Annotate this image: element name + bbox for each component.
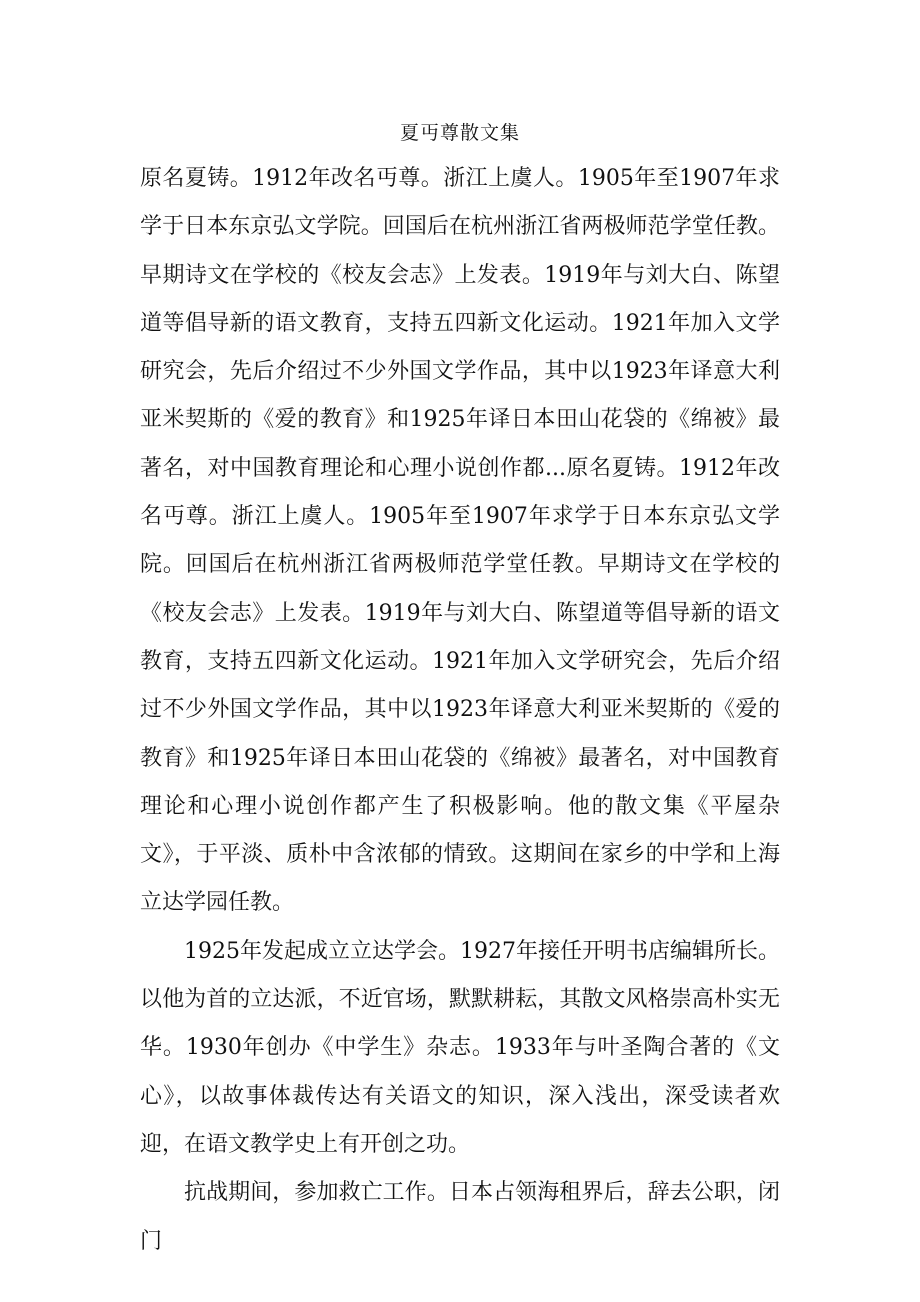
paragraph-intro: 原名夏铸。1912年改名丏尊。浙江上虞人。1905年至1907年求学于日本东京弘文学院。回国后在杭州浙江省两极师范学堂任教。早期诗文在学校的《校友会志》上发表。1919年与刘大白、陈望道等倡导新的语文教育，支持五四新文化运动。1921年加入文学研究会，先后介绍过不少外国文学作品，其中以1923年译意大利亚米契斯的《爱的教育》和1925年译日本田山花袋的《绵被》最著名，对中国教育理论和心理小说创作都...原名夏铸。1912年改名丏尊。浙江上虞人。1905年至1907年求学于日本东京弘文学院。回国后在杭州浙江省两极师范学堂任教。早期诗文在学校的《校友会志》上发表。1919年与刘大白、陈望道等倡导新的语文教育，支持五四新文化运动。1921年加入文学研究会，先后介绍过不少外国文学作品，其中以1923年译意大利亚米契斯的《爱的教育》和1925年译日本田山花袋的《绵被》最著名，对中国教育理论和心理小说创作都产生了积极影响。他的散文集《平屋杂文》，于平淡、质朴中含浓郁的情致。这期间在家乡的中学和上海立达学园任教。 xyxy=(140,166,780,916)
document-body xyxy=(140,155,780,1266)
paragraph-wartime: 抗战期间，参加救亡工作。日本占领海租界后，辞去公职，闭门 xyxy=(140,1180,780,1254)
paragraph-lida: 1925年发起成立立达学会。1927年接任开明书店编辑所长。以他为首的立达派，不近官场，默默耕耘，其散文风格崇高朴实无华。1930年创办《中学生》杂志。1933年与叶圣陶合著的《文心》，以故事体裁传达有关语文的知识，深入浅出，深受读者欢迎，在语文教学史上有开创之功。 xyxy=(140,938,780,1157)
document-title: 夏丏尊散文集 xyxy=(399,122,520,144)
